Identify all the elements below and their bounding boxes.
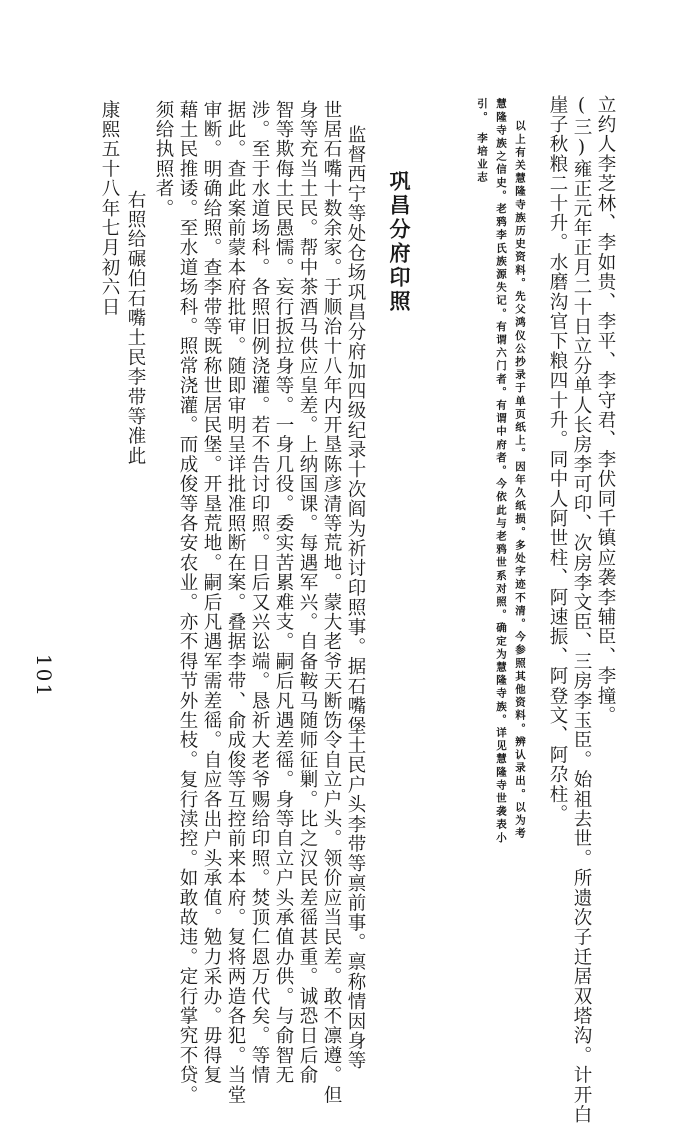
body-column: 藉土民推诿。至水道场科。照常浇灌。而成俊等各安农业。亦不得节外生枝。复行渎控。如敢故违。定行掌究不贷。: [177, 100, 198, 1105]
editor-note-column: 以上有关慧隆寺族历史资料。先父鸿仪公抄录于单页纸上。因年久纸损。多处字迹不清。今参照其他资料。辨认录出。以为考: [514, 120, 526, 841]
date-line: 康熙五十八年七月初六日: [99, 100, 120, 317]
body-column: 涉。至于水道场科。各照旧例浇灌。若不告讨印照。日后又兴讼端。恳祈大老爷赐给印照。焚顶仁恩万代矣。等情: [249, 100, 270, 1085]
body-column: 审断。明确给照。查李带等既称世居民堡。开垦荒地。嗣后凡遇军需差徭。自应各出户头承值。勉力采办。毋得复: [201, 100, 222, 1085]
body-column: 据此。查此案前蒙本府批审。随即审明呈详批准照断在案。叠据李带、俞成俊等互控前来本府。复将两造各犯。当堂: [225, 100, 246, 1105]
body-column: 世居石嘴十数余家。于顺治十八年内开垦陈彦清等荒地。蒙大老爷天断饬令自立户头。领价应当民差。敢不凛遵。但: [321, 100, 342, 1105]
body-column: 监督西宁等处仓场巩昌分府加四级纪录十次阎为祈讨印照事。据石嘴堡土民户头李带等禀前事。禀称情因身等: [345, 125, 366, 1071]
document-title: 巩昌分府印照: [387, 170, 412, 314]
text-column: 崖子秋粮二十升。水磨沟官下粮四十升。同中人阿世柱、阿速振、阿登文、阿尕柱。: [547, 95, 568, 824]
recipient-line: 右照给碾伯石嘴土民李带等准此: [125, 190, 146, 466]
text-column: 立约人李芝林、李如贵、李平、李守君、李伏同千镇应袭李辅臣、李撞。: [595, 95, 616, 726]
body-column: 须给执照者。: [153, 100, 174, 219]
page-number: 101: [32, 653, 57, 699]
body-column: 智等欺侮土民愚懦。妄行扳拉身等。一身几役。委实苦累难支。嗣后凡遇差徭。身等自立户头承值办供。与俞智无: [273, 100, 294, 1085]
editor-note-column: 慧隆寺族之信史。老鸦李氏族源失记。有谓六门者。有谓中府者。今依此与老鸦世系对照。确定为慧隆寺族。详见慧隆寺世袭表小: [495, 98, 507, 845]
text-column: (三)雍正元年正月二十日立分单人长房李可印、次房李文臣、三房李玉臣。始祖去世。所遗次子迁居双塔沟。计开白: [571, 95, 592, 1124]
editor-note-column: 引。 李培业志: [476, 98, 488, 185]
body-column: 身等充当土民。帮中茶酒马供应皇差。上纳国课。每遇军兴。自备鞍马随师征剿。比之汉民差徭甚重。诚恐日后俞: [297, 100, 318, 1085]
